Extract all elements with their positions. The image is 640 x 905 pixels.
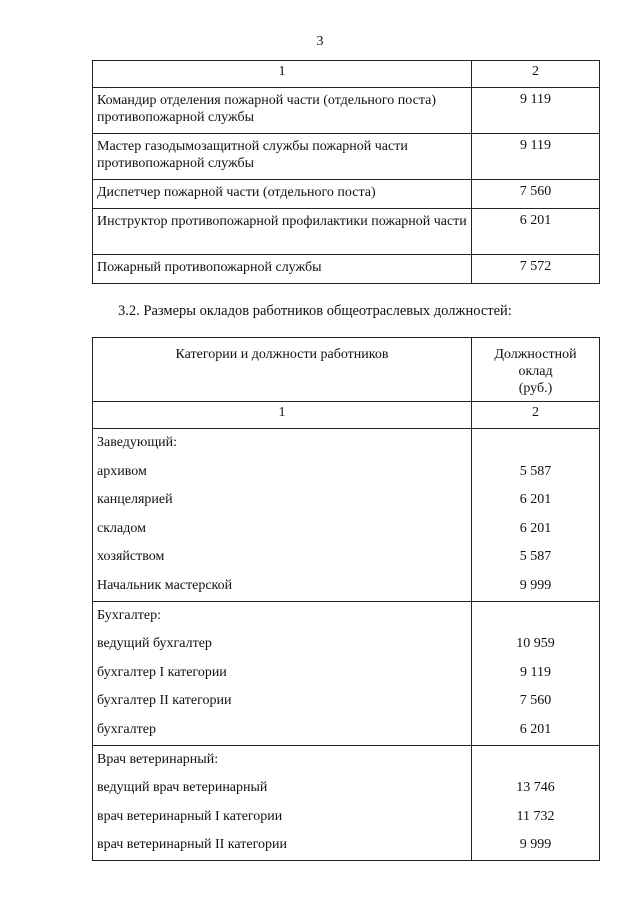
column-header-salary-line1: Должностной оклад xyxy=(494,347,577,379)
position-name: ведущий бухгалтер xyxy=(97,636,212,652)
salary-value: 9 999 xyxy=(519,577,552,593)
salary-value: 10 959 xyxy=(516,636,555,652)
table-row xyxy=(93,134,600,180)
salary-value: 9 999 xyxy=(519,837,552,853)
position-name: Инструктор противопожарной профилактики пожарной части xyxy=(93,209,472,255)
salary-value: 5 587 xyxy=(519,549,552,565)
salary-table-general-positions xyxy=(92,337,600,861)
position-name: Командир отделения пожарной части (отдельного поста) противопожарной службы xyxy=(93,88,472,134)
table-header-row xyxy=(93,338,600,402)
salary-value: 9 119 xyxy=(520,664,551,680)
table-header-row xyxy=(93,61,600,88)
position-name: архивом xyxy=(97,463,147,479)
table-number-row xyxy=(93,402,600,429)
section-title: 3.2. Размеры окладов работников общеотраслевых должностей: xyxy=(118,303,512,319)
group-title: Врач ветеринарный: xyxy=(97,751,219,767)
position-name: ведущий врач ветеринарный xyxy=(97,780,268,796)
group-title: Заведующий: xyxy=(97,435,178,450)
salary-value: 9 119 xyxy=(472,88,600,134)
table-row xyxy=(93,88,600,134)
position-name: канцелярией xyxy=(97,492,173,508)
table-row xyxy=(93,209,600,255)
salary-value: 6 201 xyxy=(519,520,552,536)
column-number-2: 2 xyxy=(472,61,600,88)
position-name: Начальник мастерской xyxy=(97,577,233,593)
position-name: Пожарный противопожарной службы xyxy=(93,255,472,284)
table-row xyxy=(93,255,600,284)
salary-value: 7 560 xyxy=(519,693,552,709)
group-title: Бухгалтер: xyxy=(97,607,161,623)
position-name: бухгалтер xyxy=(97,721,156,737)
salary-value: 6 201 xyxy=(472,209,600,255)
salary-value: 7 560 xyxy=(472,180,600,209)
position-name: складом xyxy=(97,520,146,536)
column-header-positions: Категории и должности работников xyxy=(93,338,472,402)
salary-table-fire-service xyxy=(92,60,600,284)
group-zaveduyushchiy xyxy=(93,429,600,602)
salary-value: 11 732 xyxy=(516,808,555,824)
page-number: 3 xyxy=(316,34,324,49)
salary-value: 7 572 xyxy=(472,255,600,284)
column-header-salary xyxy=(472,338,600,402)
position-name: бухгалтер II категории xyxy=(97,693,232,709)
salary-value: 9 119 xyxy=(472,134,600,180)
position-name: врач ветеринарный II категории xyxy=(97,837,287,853)
group-vrach-veterinarnyy xyxy=(93,745,600,860)
position-name: Диспетчер пожарной части (отдельного поста) xyxy=(93,180,472,209)
position-name: бухгалтер I категории xyxy=(97,664,227,680)
salary-value: 6 201 xyxy=(519,492,552,508)
salary-value: 13 746 xyxy=(516,780,555,796)
position-name: Мастер газодымозащитной службы пожарной части противопожарной службы xyxy=(93,134,472,180)
position-name: хозяйством xyxy=(97,549,165,565)
group-bukhgalter xyxy=(93,601,600,745)
salary-value: 6 201 xyxy=(519,721,552,737)
table-row xyxy=(93,180,600,209)
column-number-1: 1 xyxy=(93,61,472,88)
column-header-salary-line2: (руб.) xyxy=(518,381,553,396)
salary-value: 5 587 xyxy=(519,463,552,479)
position-name: врач ветеринарный I категории xyxy=(97,808,283,824)
column-number-2: 2 xyxy=(472,402,600,429)
column-number-1: 1 xyxy=(93,402,472,429)
